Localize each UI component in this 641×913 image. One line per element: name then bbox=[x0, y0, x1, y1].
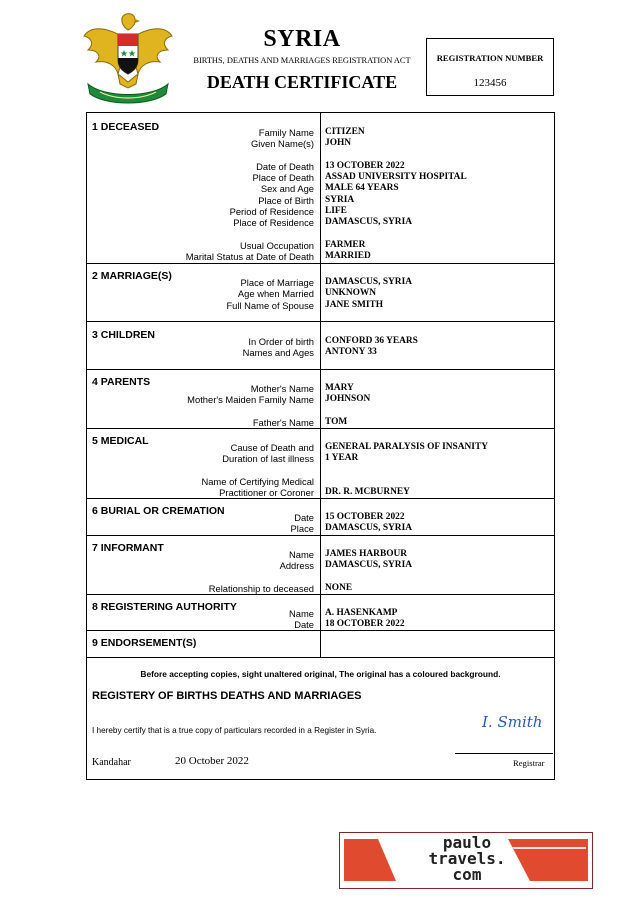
field-value: JAMES HARBOUR bbox=[325, 549, 408, 559]
field-label: Usual Occupation bbox=[240, 240, 314, 251]
section-parents bbox=[87, 370, 554, 429]
section-endorsements bbox=[87, 631, 554, 658]
field-value: ANTONY 33 bbox=[325, 347, 377, 357]
section-title: 6 BURIAL OR CREMATION bbox=[92, 505, 225, 517]
field-label: Relationship to deceased bbox=[208, 583, 314, 594]
field-label: Full Name of Spouse bbox=[226, 300, 314, 311]
field-value: DAMASCUS, SYRIA bbox=[325, 277, 412, 287]
section-title: 1 DECEASED bbox=[92, 121, 160, 133]
field-value: DAMASCUS, SYRIA bbox=[325, 560, 412, 570]
section-informant bbox=[87, 536, 554, 595]
section-title: 4 PARENTS bbox=[92, 376, 151, 388]
field-value: NONE bbox=[325, 583, 353, 593]
field-label: Date bbox=[294, 512, 314, 523]
section-title: 2 MARRIAGE(S) bbox=[92, 270, 172, 282]
field-label: Date of Death bbox=[256, 161, 314, 172]
field-label: Name of Certifying Medical bbox=[201, 476, 314, 487]
certification-text: I hereby certify that is a true copy of particulars recorded in a Register in Syria. bbox=[92, 726, 377, 735]
field-value: MARRIED bbox=[325, 251, 371, 261]
field-value: SYRIA bbox=[325, 195, 355, 205]
section-deceased bbox=[87, 113, 554, 264]
field-label: Place of Residence bbox=[233, 217, 314, 228]
field-label: Place of Death bbox=[252, 172, 314, 183]
logo-line-2: travels. bbox=[428, 849, 506, 868]
field-value: DAMASCUS, SYRIA bbox=[325, 523, 412, 533]
field-value: MARY bbox=[325, 383, 354, 393]
paulo-travels-logo bbox=[339, 832, 593, 889]
section-title: 3 CHILDREN bbox=[92, 329, 156, 341]
field-value: 15 OCTOBER 2022 bbox=[325, 512, 405, 522]
field-value: 1 YEAR bbox=[325, 453, 359, 463]
field-value: GENERAL PARALYSIS OF INSANITY bbox=[325, 442, 488, 452]
field-label: Place of Birth bbox=[258, 195, 314, 206]
registration-number-box bbox=[426, 38, 554, 96]
registration-act: BIRTHS, DEATHS AND MARRIAGES REGISTRATION ACT bbox=[193, 56, 411, 65]
authenticity-note: Before accepting copies, sight unaltered original, The original has a coloured background. bbox=[140, 669, 501, 679]
section-children bbox=[87, 322, 554, 370]
field-value: 13 OCTOBER 2022 bbox=[325, 161, 405, 171]
field-value: TOM bbox=[325, 417, 348, 427]
country-title: SYRIA bbox=[263, 26, 341, 52]
section-title: 7 INFORMANT bbox=[92, 542, 164, 554]
field-label: Father's Name bbox=[252, 417, 314, 428]
registration-number-label: REGISTRATION NUMBER bbox=[436, 53, 544, 63]
field-value: ASSAD UNIVERSITY HOSPITAL bbox=[325, 172, 467, 182]
field-label: In Order of birth bbox=[248, 336, 314, 347]
field-label: Period of Residence bbox=[229, 206, 314, 217]
logo-line-1: paulo bbox=[442, 833, 492, 852]
registrar-label: Registrar bbox=[513, 758, 545, 768]
field-value: MALE 64 YEARS bbox=[325, 183, 399, 193]
field-value: LIFE bbox=[325, 206, 347, 216]
field-value: DAMASCUS, SYRIA bbox=[325, 217, 412, 227]
field-label: Family Name bbox=[258, 127, 314, 138]
field-value: CONFORD 36 YEARS bbox=[325, 336, 418, 346]
field-label: Names and Ages bbox=[242, 347, 314, 358]
field-label: Age when Married bbox=[237, 288, 314, 299]
field-label: Mother's Name bbox=[250, 383, 314, 394]
logo-line-3: com bbox=[452, 865, 482, 884]
field-value: 18 OCTOBER 2022 bbox=[325, 619, 405, 629]
field-label: Date bbox=[294, 619, 314, 630]
document-title: DEATH CERTIFICATE bbox=[206, 72, 398, 92]
issue-place: Kandahar bbox=[92, 757, 131, 768]
field-label: Duration of last illness bbox=[222, 453, 314, 464]
field-label: Marital Status at Date of Death bbox=[185, 251, 314, 262]
registry-title: REGISTERY OF BIRTHS DEATHS AND MARRIAGES bbox=[92, 690, 362, 702]
field-value: UNKNOWN bbox=[325, 288, 377, 298]
field-label: Mother's Maiden Family Name bbox=[187, 394, 314, 405]
field-label: Cause of Death and bbox=[230, 442, 314, 453]
field-label: Place bbox=[290, 523, 314, 534]
field-value: JANE SMITH bbox=[325, 300, 384, 310]
field-label: Name bbox=[288, 549, 314, 560]
issue-date: 20 October 2022 bbox=[175, 755, 249, 767]
registrar-signature: I. Smith bbox=[482, 713, 543, 731]
field-label: Place of Marriage bbox=[240, 277, 314, 288]
field-value: JOHN bbox=[325, 138, 352, 148]
field-value: CITIZEN bbox=[325, 127, 365, 137]
coat-of-arms-emblem-icon bbox=[80, 10, 176, 106]
section-title: 9 ENDORSEMENT(S) bbox=[92, 637, 197, 649]
section-medical bbox=[87, 429, 554, 499]
field-label: Practitioner or Coroner bbox=[219, 487, 314, 498]
field-value: DR. R. MCBURNEY bbox=[325, 487, 410, 497]
section-marriages bbox=[87, 264, 554, 322]
section-title: 5 MEDICAL bbox=[92, 435, 149, 447]
section-registering-authority bbox=[87, 595, 554, 631]
field-label: Given Name(s) bbox=[250, 138, 314, 149]
field-value: A. HASENKAMP bbox=[325, 608, 398, 618]
registration-number-value: 123456 bbox=[473, 77, 507, 89]
field-label: Address bbox=[279, 560, 314, 571]
certificate-table bbox=[86, 112, 555, 780]
field-label: Sex and Age bbox=[260, 183, 314, 194]
section-title: 8 REGISTERING AUTHORITY bbox=[92, 601, 237, 613]
field-label: Name bbox=[288, 608, 314, 619]
field-value: JOHNSON bbox=[325, 394, 371, 404]
section-burial bbox=[87, 499, 554, 536]
signature-line bbox=[455, 753, 553, 754]
logo-text bbox=[392, 835, 542, 883]
field-value: FARMER bbox=[325, 240, 366, 250]
